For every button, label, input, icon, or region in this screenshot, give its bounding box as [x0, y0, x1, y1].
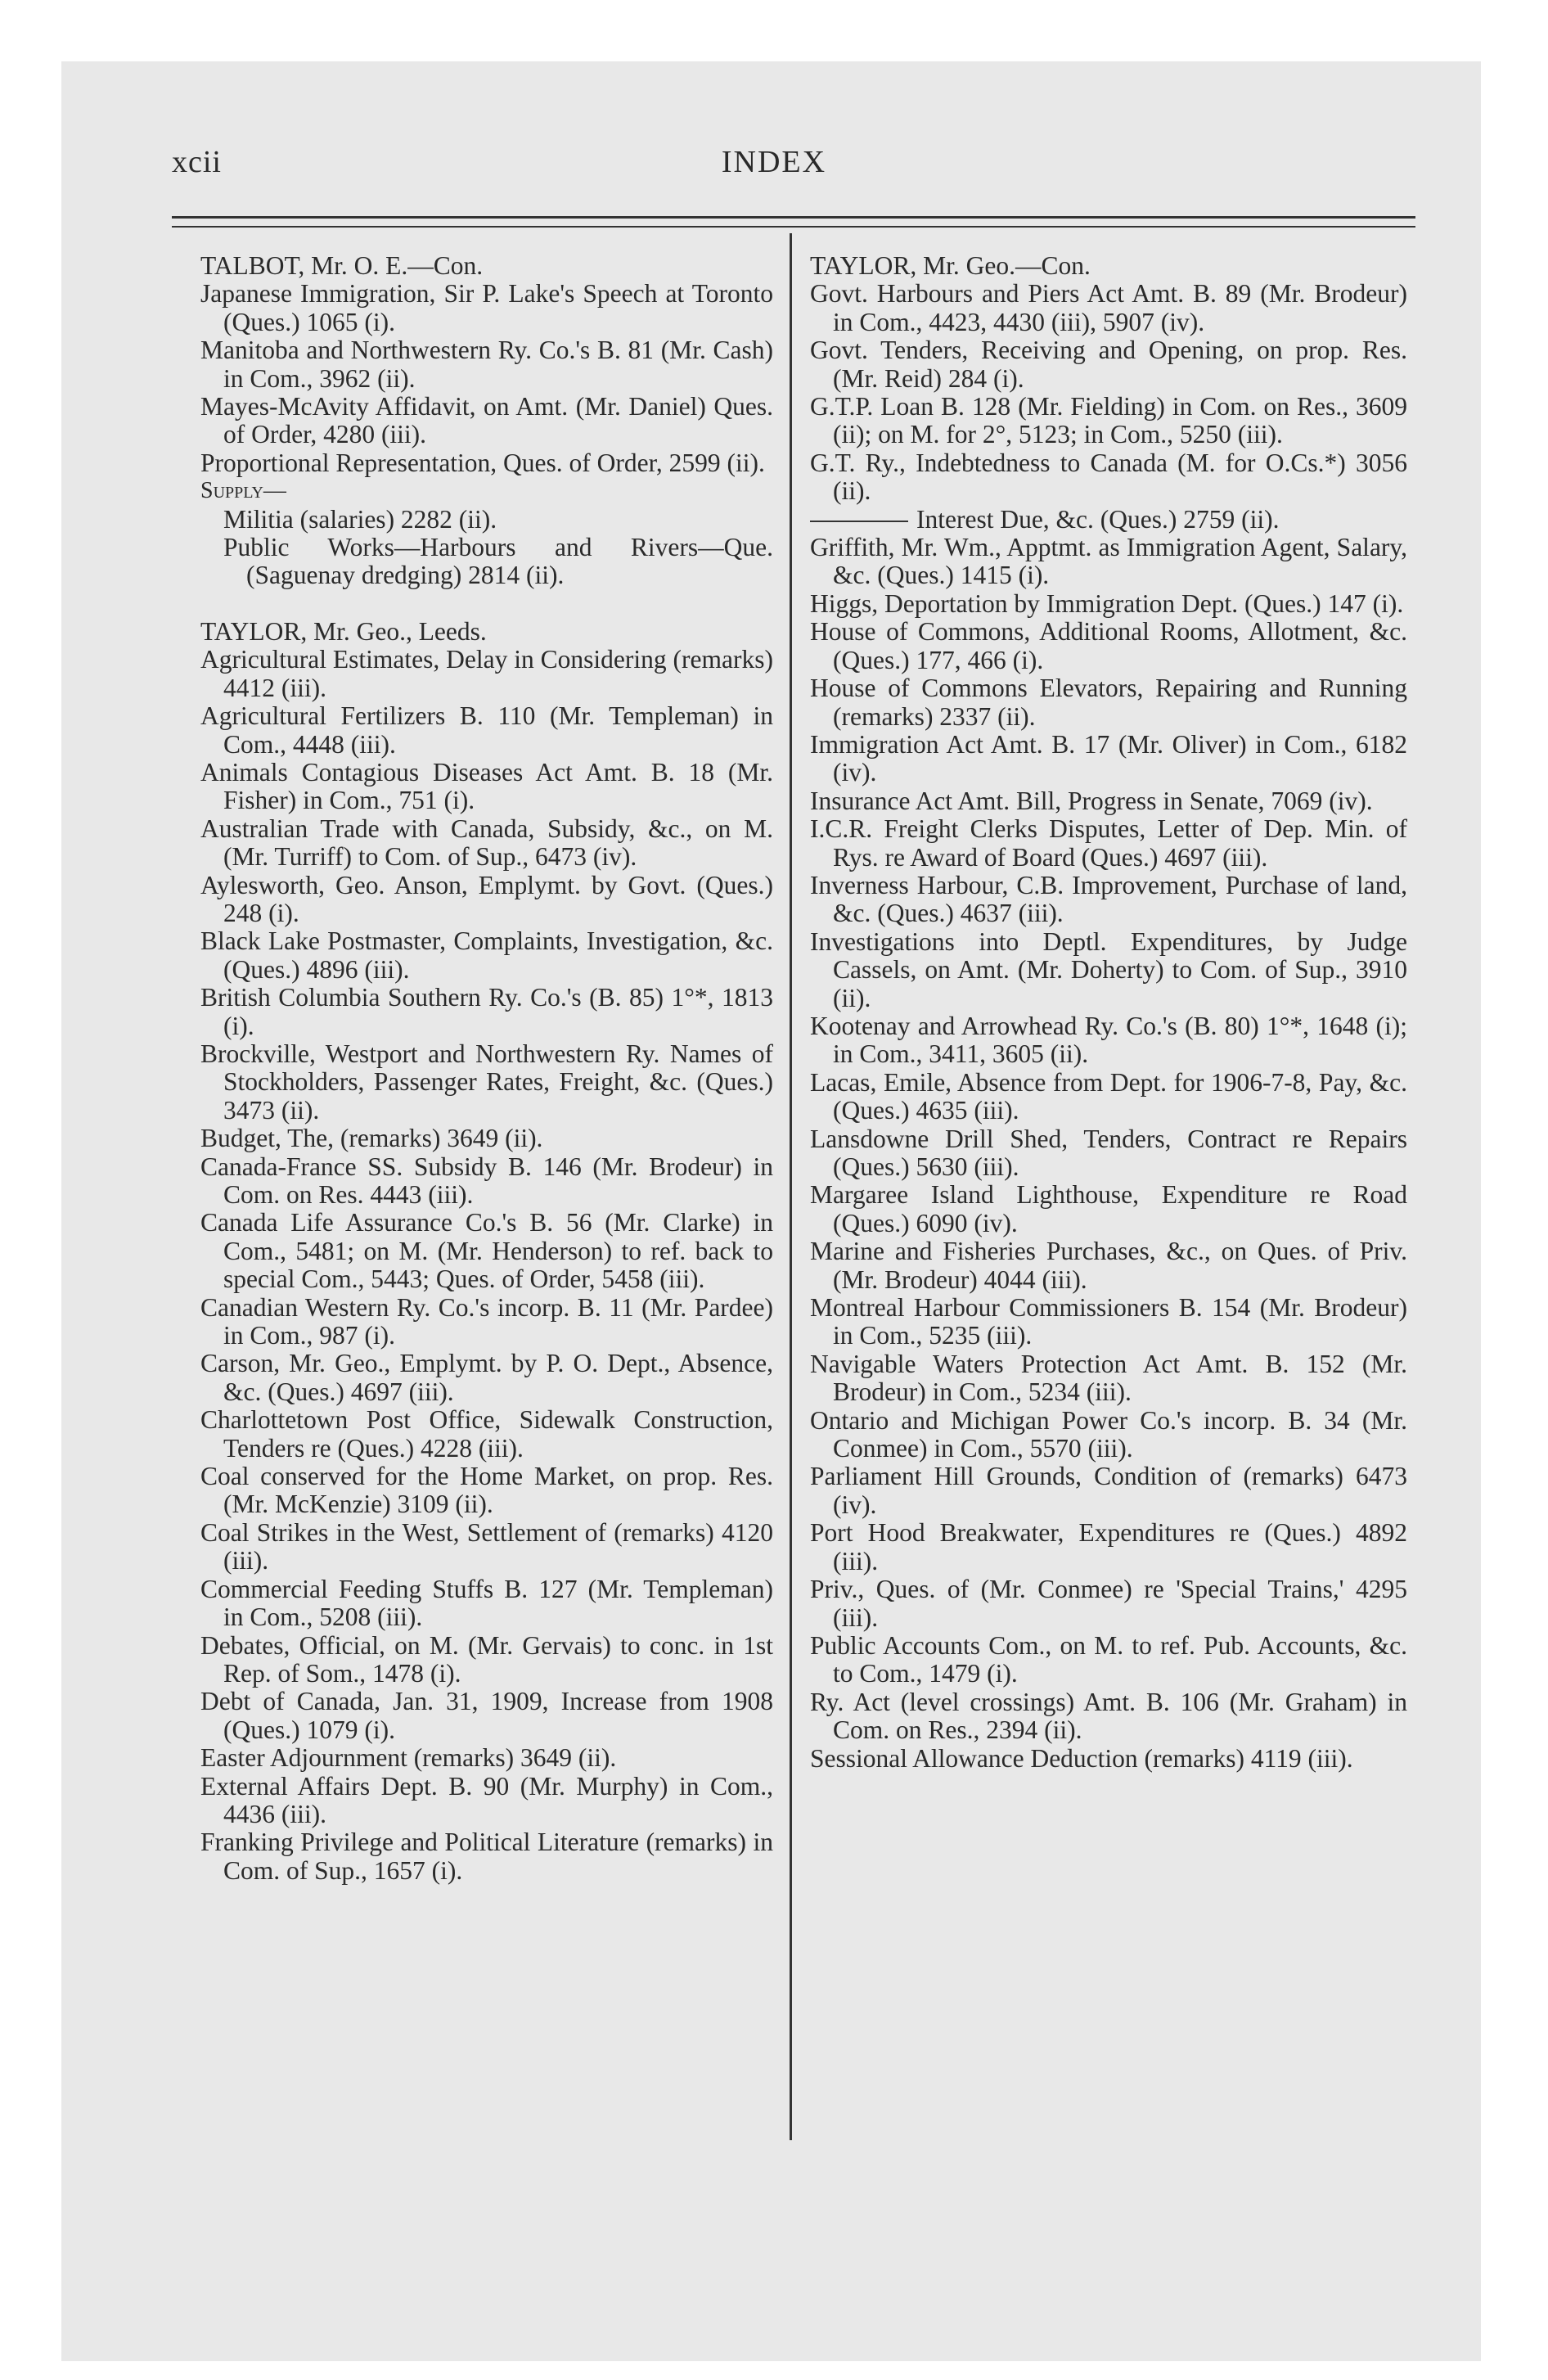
index-entry: Agricultural Fertilizers B. 110 (Mr. Templeman) in Com., 4448 (iii). [200, 701, 773, 759]
index-entry: Marine and Fisheries Purchases, &c., on Ques. of Priv. (Mr. Brodeur) 4044 (iii). [810, 1237, 1407, 1294]
supply-subheading: Supply— [200, 478, 286, 504]
index-entry: Aylesworth, Geo. Anson, Emplymt. by Govt. (Ques.) 248 (i). [200, 870, 773, 927]
index-entry: Higgs, Deportation by Immigration Dept. (Ques.) 147 (i). [810, 588, 1404, 618]
header-rule [172, 216, 1415, 219]
index-entry: Ry. Act (level crossings) Amt. B. 106 (Mr. Graham) in Com. on Res., 2394 (ii). [810, 1687, 1407, 1745]
index-entry: Brockville, Westport and Northwestern Ry. Names of Stockholders, Passenger Rates, Freight, &c. (Ques.) 3473 (ii). [200, 1039, 773, 1125]
index-entry: Australian Trade with Canada, Subsidy, &c., on M. (Mr. Turriff) to Com. of Sup., 6473 (iv). [200, 814, 773, 872]
left-column [200, 252, 773, 1885]
header-rule-thin [172, 226, 1415, 228]
index-entry: Immigration Act Amt. B. 17 (Mr. Oliver) in Com., 6182 (iv). [810, 729, 1407, 787]
index-entry: Carson, Mr. Geo., Emplymt. by P. O. Dept., Absence, &c. (Ques.) 4697 (iii). [200, 1349, 773, 1406]
index-entry: Investigations into Deptl. Expenditures, by Judge Cassels, on Amt. (Mr. Doherty) to Com. of Sup., 3910 (ii). [810, 926, 1407, 1012]
ditto-dash [810, 521, 908, 522]
index-entry: Lacas, Emile, Absence from Dept. for 1906-7-8, Pay, &c. (Ques.) 4635 (iii). [810, 1067, 1407, 1125]
index-entry: Navigable Waters Protection Act Amt. B. 152 (Mr. Brodeur) in Com., 5234 (iii). [810, 1349, 1407, 1407]
index-entry: House of Commons, Additional Rooms, Allotment, &c. (Ques.) 177, 466 (i). [810, 617, 1407, 674]
index-entry: House of Commons Elevators, Repairing and Running (remarks) 2337 (ii). [810, 674, 1407, 731]
index-entry: Sessional Allowance Deduction (remarks) 4119 (iii). [810, 1743, 1353, 1773]
index-entry: Govt. Tenders, Receiving and Opening, on prop. Res. (Mr. Reid) 284 (i). [810, 336, 1407, 393]
index-entry: Govt. Harbours and Piers Act Amt. B. 89 (Mr. Brodeur) in Com., 4423, 4430 (iii), 5907 (iv). [810, 279, 1407, 336]
index-entry: Animals Contagious Diseases Act Amt. B. 18 (Mr. Fisher) in Com., 751 (i). [200, 757, 773, 815]
index-heading: TALBOT, Mr. O. E.—Con. [200, 251, 484, 280]
index-entry: Lansdowne Drill Shed, Tenders, Contract re Repairs (Ques.) 5630 (iii). [810, 1124, 1407, 1181]
index-entry: Port Hood Breakwater, Expenditures re (Ques.) 4892 (iii). [810, 1518, 1407, 1575]
index-subentry: Public Works—Harbours and Rivers—Que. (Saguenay dredging) 2814 (ii). [223, 533, 773, 590]
index-entry: British Columbia Southern Ry. Co.'s (B. 85) 1°*, 1813 (i). [200, 983, 773, 1040]
index-heading: TAYLOR, Mr. Geo., Leeds. [200, 616, 487, 646]
index-entry: Kootenay and Arrowhead Ry. Co.'s (B. 80) 1°*, 1648 (i); in Com., 3411, 3605 (ii). [810, 1011, 1407, 1069]
index-entry: External Affairs Dept. B. 90 (Mr. Murphy) in Com., 4436 (iii). [200, 1771, 773, 1828]
index-entry: Easter Adjournment (remarks) 3649 (ii). [200, 1743, 617, 1773]
index-entry: Inverness Harbour, C.B. Improvement, Purchase of land, &c. (Ques.) 4637 (iii). [810, 870, 1407, 928]
index-entry: Griffith, Mr. Wm., Apptmt. as Immigration Agent, Salary, &c. (Ques.) 1415 (i). [810, 533, 1407, 590]
index-entry: Budget, The, (remarks) 3649 (ii). [200, 1124, 543, 1153]
index-entry: Franking Privilege and Political Literature (remarks) in Com. of Sup., 1657 (i). [200, 1828, 773, 1885]
index-entry: Japanese Immigration, Sir P. Lake's Speech at Toronto (Ques.) 1065 (i). [200, 279, 773, 336]
index-entry: Montreal Harbour Commissioners B. 154 (Mr. Brodeur) in Com., 5235 (iii). [810, 1293, 1407, 1350]
index-entry: Coal conserved for the Home Market, on prop. Res. (Mr. McKenzie) 3109 (ii). [200, 1462, 773, 1519]
index-entry: Debt of Canada, Jan. 31, 1909, Increase from 1908 (Ques.) 1079 (i). [200, 1687, 773, 1744]
index-entry: Parliament Hill Grounds, Condition of (remarks) 6473 (iv). [810, 1462, 1407, 1519]
index-entry: Charlottetown Post Office, Sidewalk Construction, Tenders re (Ques.) 4228 (iii). [200, 1405, 773, 1463]
index-entry: Black Lake Postmaster, Complaints, Investigation, &c. (Ques.) 4896 (iii). [200, 926, 773, 984]
index-entry: Mayes-McAvity Affidavit, on Amt. (Mr. Daniel) Ques. of Order, 4280 (iii). [200, 392, 773, 449]
index-entry: G.T.P. Loan B. 128 (Mr. Fielding) in Com. on Res., 3609 (ii); on M. for 2°, 5123; in Com., 5250 (iii). [810, 392, 1407, 449]
index-entry: Debates, Official, on M. (Mr. Gervais) to conc. in 1st Rep. of Som., 1478 (i). [200, 1630, 773, 1688]
index-entry: Agricultural Estimates, Delay in Considering (remarks) 4412 (iii). [200, 645, 773, 702]
index-entry-continued [810, 506, 1407, 534]
index-heading: TAYLOR, Mr. Geo.—Con. [810, 251, 1091, 280]
index-entry: Coal Strikes in the West, Settlement of (remarks) 4120 (iii). [200, 1517, 773, 1575]
right-column [810, 252, 1407, 1773]
index-entry: Proportional Representation, Ques. of Order, 2599 (ii). [200, 448, 765, 477]
index-entry: G.T. Ry., Indebtedness to Canada (M. for O.Cs.*) 3056 (ii). [810, 448, 1407, 506]
index-entry: Manitoba and Northwestern Ry. Co.'s B. 81 (Mr. Cash) in Com., 3962 (ii). [200, 336, 773, 393]
index-entry: Ontario and Michigan Power Co.'s incorp. B. 34 (Mr. Conmee) in Com., 5570 (iii). [810, 1405, 1407, 1463]
index-subentry: Militia (salaries) 2282 (ii). [223, 504, 497, 534]
index-entry-text: Interest Due, &c. (Ques.) 2759 (ii). [916, 504, 1280, 534]
column-divider [790, 233, 792, 2140]
index-entry: Canadian Western Ry. Co.'s incorp. B. 11 (Mr. Pardee) in Com., 987 (i). [200, 1292, 773, 1350]
index-entry: Canada Life Assurance Co.'s B. 56 (Mr. Clarke) in Com., 5481; on M. (Mr. Henderson) to ref. back to special Com., 5443; Ques. of Order, 5458 (iii). [200, 1208, 773, 1294]
index-entry: I.C.R. Freight Clerks Disputes, Letter of Dep. Min. of Rys. re Award of Board (Ques.) 4697 (iii). [810, 814, 1407, 872]
index-entry: Public Accounts Com., on M. to ref. Pub. Accounts, &c. to Com., 1479 (i). [810, 1630, 1407, 1688]
index-entry: Commercial Feeding Stuffs B. 127 (Mr. Templeman) in Com., 5208 (iii). [200, 1574, 773, 1632]
index-entry: Insurance Act Amt. Bill, Progress in Senate, 7069 (iv). [810, 786, 1373, 815]
running-head: INDEX [721, 145, 827, 179]
page-number: xcii [172, 145, 222, 179]
index-entry: Margaree Island Lighthouse, Expenditure re Road (Ques.) 6090 (iv). [810, 1180, 1407, 1237]
index-entry: Canada-France SS. Subsidy B. 146 (Mr. Brodeur) in Com. on Res. 4443 (iii). [200, 1152, 773, 1209]
index-entry: Priv., Ques. of (Mr. Conmee) re 'Special Trains,' 4295 (iii). [810, 1575, 1407, 1632]
